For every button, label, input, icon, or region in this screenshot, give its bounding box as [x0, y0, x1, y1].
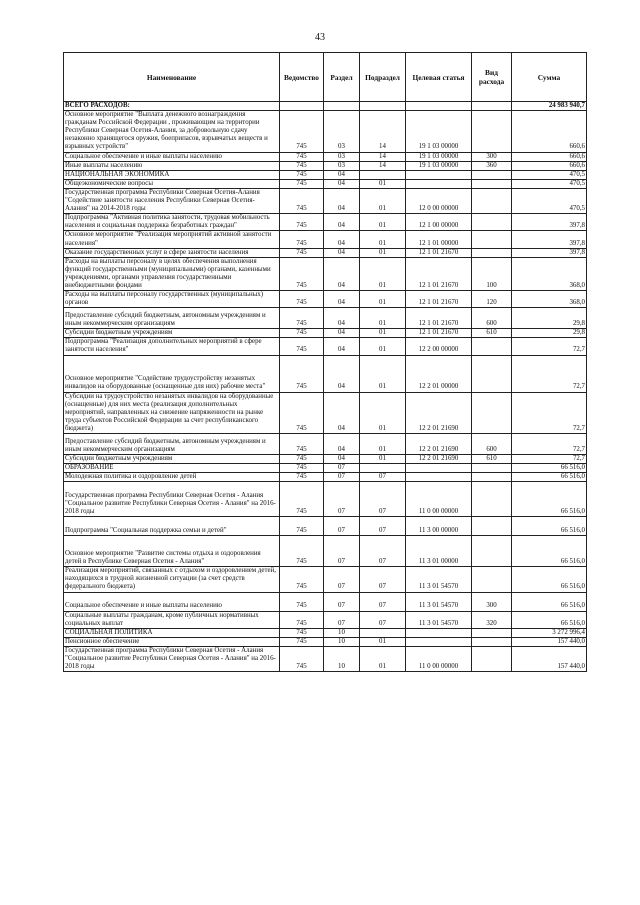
row-target: 11 3 01 00000 [406, 536, 472, 567]
row-section: 04 [324, 170, 360, 179]
table-row [64, 329, 587, 338]
row-expense-type [472, 248, 512, 257]
header-sum: Сумма [512, 53, 587, 102]
row-name: Иные выплаты населению [64, 161, 280, 170]
row-subsection: 07 [360, 482, 406, 517]
row-section: 07 [324, 482, 360, 517]
row-target: 11 0 00 00000 [406, 646, 472, 671]
row-subsection: 01 [360, 291, 406, 308]
row-subsection: 14 [360, 152, 406, 161]
row-target [406, 464, 472, 473]
row-section: 04 [324, 392, 360, 433]
page-number: 43 [315, 32, 325, 43]
row-name: Общеэкономические вопросы [64, 179, 280, 188]
row-expense-type: 120 [472, 291, 512, 308]
row-expense-type: 300 [472, 152, 512, 161]
row-subsection: 07 [360, 611, 406, 628]
row-expense-type [472, 628, 512, 637]
table-row [64, 291, 587, 308]
row-name: Социальные выплаты гражданам, кроме публичных нормативных социальных выплат [64, 611, 280, 628]
table-row [64, 308, 587, 329]
row-dept: 745 [280, 338, 324, 355]
row-expense-type [472, 473, 512, 482]
row-expense-type: 320 [472, 611, 512, 628]
row-expense-type: 300 [472, 592, 512, 611]
row-subsection: 01 [360, 308, 406, 329]
row-expense-type [472, 567, 512, 592]
row-name: Расходы на выплаты персоналу в целях обеспечения выполнения функций государственными (муниципальными) органами, казенными учреждениями, органами управления государственными внебюджетными фондами [64, 257, 280, 290]
row-dept: 745 [280, 308, 324, 329]
row-name: Предоставление субсидий бюджетным, автономным учреждениям и иным некоммерческим организациям [64, 308, 280, 329]
table-row [64, 592, 587, 611]
row-target: 11 3 01 54570 [406, 592, 472, 611]
row-name: Подпрограмма "Активная политика занятости, трудовая мобильность населения и социальная поддержка безработных граждан" [64, 214, 280, 231]
row-sum: 397,8 [512, 248, 587, 257]
row-sum: 368,0 [512, 257, 587, 290]
row-target: 19 1 03 00000 [406, 152, 472, 161]
row-target: 11 3 01 54570 [406, 567, 472, 592]
row-subsection [360, 170, 406, 179]
row-target [406, 637, 472, 646]
table-row [64, 482, 587, 517]
row-section: 04 [324, 329, 360, 338]
header-expense-type: Вид расхода [472, 53, 512, 102]
row-section: 03 [324, 152, 360, 161]
row-section: 10 [324, 646, 360, 671]
row-sum: 66 516,0 [512, 464, 587, 473]
row-target: 11 3 01 54570 [406, 611, 472, 628]
row-target: 12 1 01 21670 [406, 257, 472, 290]
row-sum: 660,6 [512, 161, 587, 170]
row-sum: 157 440,0 [512, 637, 587, 646]
row-dept: 745 [280, 567, 324, 592]
row-name: ОБРАЗОВАНИЕ [64, 464, 280, 473]
row-expense-type [472, 536, 512, 567]
row-section: 07 [324, 536, 360, 567]
table-row [64, 248, 587, 257]
row-sum: 24 983 940,7 [512, 102, 587, 111]
row-target: 12 2 01 21690 [406, 455, 472, 464]
row-name: Социальное обеспечение и иные выплаты населению [64, 152, 280, 161]
row-section: 04 [324, 338, 360, 355]
row-target [406, 473, 472, 482]
row-subsection: 01 [360, 434, 406, 455]
row-target: 12 2 01 21690 [406, 434, 472, 455]
row-expense-type [472, 637, 512, 646]
row-dept: 745 [280, 392, 324, 433]
table-row [64, 536, 587, 567]
table-row [64, 473, 587, 482]
row-dept: 745 [280, 291, 324, 308]
row-name: Социальное обеспечение и иные выплаты населению [64, 592, 280, 611]
row-target [406, 102, 472, 111]
row-section: 04 [324, 455, 360, 464]
row-sum: 66 516,0 [512, 611, 587, 628]
table-row [64, 188, 587, 213]
row-dept: 745 [280, 482, 324, 517]
row-expense-type [472, 392, 512, 433]
table-row [64, 637, 587, 646]
row-target: 12 1 01 21670 [406, 291, 472, 308]
row-dept: 745 [280, 231, 324, 248]
row-sum: 72,7 [512, 455, 587, 464]
table-row [64, 170, 587, 179]
row-target: 12 0 00 00000 [406, 188, 472, 213]
row-dept: 745 [280, 355, 324, 392]
row-expense-type [472, 517, 512, 536]
row-name: Государственная программа Республики Северная Осетия - Алания "Социальное развитие Республики Северная Осетия - Алания" на 2016-2018 годы [64, 646, 280, 671]
row-subsection [360, 464, 406, 473]
row-expense-type [472, 179, 512, 188]
row-target: 11 0 00 00000 [406, 482, 472, 517]
row-subsection [360, 628, 406, 637]
row-subsection: 07 [360, 473, 406, 482]
row-section: 07 [324, 464, 360, 473]
row-subsection: 01 [360, 188, 406, 213]
row-subsection: 07 [360, 567, 406, 592]
row-target [406, 170, 472, 179]
row-section: 10 [324, 628, 360, 637]
row-sum: 29,8 [512, 329, 587, 338]
row-expense-type [472, 102, 512, 111]
row-subsection: 01 [360, 329, 406, 338]
row-name: Предоставление субсидий бюджетным, автономным учреждениям и иным некоммерческим организациям [64, 434, 280, 455]
row-section: 04 [324, 248, 360, 257]
row-name: Расходы на выплаты персоналу государственных (муниципальных) органов [64, 291, 280, 308]
row-name: Подпрограмма "Реализация дополнительных мероприятий в сфере занятости населения" [64, 338, 280, 355]
row-subsection: 07 [360, 517, 406, 536]
row-sum: 660,6 [512, 152, 587, 161]
row-expense-type: 610 [472, 329, 512, 338]
table-row [64, 152, 587, 161]
row-expense-type: 360 [472, 161, 512, 170]
row-name: Реализация мероприятий, связанных с отдыхом и оздоровлением детей, находящихся в трудной жизненной ситуации (за счет средств федерального бюджета) [64, 567, 280, 592]
table-row [64, 611, 587, 628]
row-section: 04 [324, 257, 360, 290]
row-subsection: 01 [360, 214, 406, 231]
row-section: 07 [324, 592, 360, 611]
row-sum: 470,5 [512, 179, 587, 188]
row-dept: 745 [280, 646, 324, 671]
row-target: 12 1 01 21670 [406, 308, 472, 329]
row-sum: 368,0 [512, 291, 587, 308]
row-subsection: 01 [360, 338, 406, 355]
row-sum: 157 440,0 [512, 646, 587, 671]
row-section: 04 [324, 434, 360, 455]
row-target: 19 1 03 00000 [406, 111, 472, 152]
table-row [64, 214, 587, 231]
table-row [64, 111, 587, 152]
row-target: 12 1 01 21670 [406, 329, 472, 338]
table-row [64, 257, 587, 290]
row-dept: 745 [280, 637, 324, 646]
row-subsection: 14 [360, 111, 406, 152]
row-sum: 72,7 [512, 392, 587, 433]
row-target [406, 628, 472, 637]
header-row [64, 53, 587, 102]
row-section [324, 102, 360, 111]
row-dept: 745 [280, 473, 324, 482]
row-target: 12 2 01 00000 [406, 355, 472, 392]
row-subsection: 01 [360, 257, 406, 290]
row-expense-type: 100 [472, 257, 512, 290]
row-subsection: 01 [360, 455, 406, 464]
budget-table [63, 52, 587, 672]
row-sum: 470,5 [512, 170, 587, 179]
row-section: 04 [324, 188, 360, 213]
row-dept: 745 [280, 455, 324, 464]
row-name: Основное мероприятие "Содействие трудоустройству незанятых инвалидов на оборудованные (оснащенные для них) рабочие места" [64, 355, 280, 392]
row-name: Оказание государственных услуг в сфере занятости населения [64, 248, 280, 257]
row-dept: 745 [280, 248, 324, 257]
row-name: Подпрограмма "Социальная поддержка семьи и детей" [64, 517, 280, 536]
table-row [64, 464, 587, 473]
row-sum: 66 516,0 [512, 473, 587, 482]
row-name: ВСЕГО РАСХОДОВ: [64, 102, 280, 111]
row-expense-type [472, 111, 512, 152]
row-name: СОЦИАЛЬНАЯ ПОЛИТИКА [64, 628, 280, 637]
row-subsection: 07 [360, 536, 406, 567]
row-target: 12 2 01 21690 [406, 392, 472, 433]
row-section: 07 [324, 567, 360, 592]
row-dept: 745 [280, 536, 324, 567]
table-row [64, 434, 587, 455]
row-name: Субсидии на трудоустройство незанятых инвалидов на оборудованные (оснащенные) для них места (реализация дополнительных мероприятий, направленных на снижение напряженности на рынке труда субъектов Российской Федерации за счет республиканского бюджета) [64, 392, 280, 433]
row-dept: 745 [280, 434, 324, 455]
row-subsection: 01 [360, 231, 406, 248]
row-dept: 745 [280, 179, 324, 188]
row-target: 12 1 01 21670 [406, 248, 472, 257]
row-name: Основное мероприятие "Реализация мероприятий активной занятости населения" [64, 231, 280, 248]
row-subsection: 01 [360, 392, 406, 433]
row-expense-type: 610 [472, 455, 512, 464]
row-sum: 66 516,0 [512, 536, 587, 567]
row-name: Молодежная политика и оздоровление детей [64, 473, 280, 482]
table-row [64, 179, 587, 188]
row-sum: 29,8 [512, 308, 587, 329]
row-name: Государственная программа Республики Северная Осетия-Алания "Содействие занятости населения Республики Северная Осетия-Алания" на 2014-2018 годы [64, 188, 280, 213]
row-subsection: 01 [360, 646, 406, 671]
row-sum: 470,5 [512, 188, 587, 213]
row-expense-type [472, 231, 512, 248]
row-target: 11 3 00 00000 [406, 517, 472, 536]
table-row [64, 517, 587, 536]
row-section: 04 [324, 231, 360, 248]
table-row [64, 355, 587, 392]
header-subsection: Подраздел [360, 53, 406, 102]
row-dept: 745 [280, 611, 324, 628]
table-row [64, 646, 587, 671]
row-dept: 745 [280, 188, 324, 213]
row-dept: 745 [280, 628, 324, 637]
row-section: 04 [324, 355, 360, 392]
row-subsection: 07 [360, 592, 406, 611]
row-expense-type [472, 464, 512, 473]
row-sum: 72,7 [512, 338, 587, 355]
row-dept [280, 102, 324, 111]
row-section: 07 [324, 517, 360, 536]
row-name: Государственная программа Республики Северная Осетия - Алания "Социальное развитие Республики Северная Осетия - Алания" на 2016-2018 годы [64, 482, 280, 517]
row-sum: 397,8 [512, 231, 587, 248]
table-row [64, 567, 587, 592]
table-row [64, 392, 587, 433]
row-expense-type [472, 170, 512, 179]
row-expense-type [472, 188, 512, 213]
row-section: 03 [324, 111, 360, 152]
row-name: Субсидии бюджетным учреждениям [64, 329, 280, 338]
table-row [64, 102, 587, 111]
row-expense-type [472, 214, 512, 231]
row-subsection: 14 [360, 161, 406, 170]
row-target [406, 179, 472, 188]
row-dept: 745 [280, 170, 324, 179]
row-subsection: 01 [360, 179, 406, 188]
row-sum: 66 516,0 [512, 482, 587, 517]
row-subsection [360, 102, 406, 111]
row-sum: 397,8 [512, 214, 587, 231]
header-target: Целевая статья [406, 53, 472, 102]
row-expense-type: 600 [472, 308, 512, 329]
row-subsection: 01 [360, 355, 406, 392]
table-row [64, 628, 587, 637]
table-row [64, 231, 587, 248]
row-dept: 745 [280, 152, 324, 161]
row-sum: 660,6 [512, 111, 587, 152]
row-sum: 72,7 [512, 434, 587, 455]
row-sum: 66 516,0 [512, 517, 587, 536]
row-dept: 745 [280, 517, 324, 536]
row-target: 12 1 01 00000 [406, 231, 472, 248]
row-subsection: 01 [360, 637, 406, 646]
header-name: Наименование [64, 53, 280, 102]
row-section: 04 [324, 179, 360, 188]
row-target: 19 1 03 00000 [406, 161, 472, 170]
row-expense-type: 600 [472, 434, 512, 455]
row-target: 12 2 00 00000 [406, 338, 472, 355]
row-dept: 745 [280, 161, 324, 170]
row-target: 12 1 00 00000 [406, 214, 472, 231]
table-row [64, 338, 587, 355]
row-expense-type [472, 355, 512, 392]
row-dept: 745 [280, 214, 324, 231]
row-subsection: 01 [360, 248, 406, 257]
row-sum: 66 516,0 [512, 592, 587, 611]
table-row [64, 161, 587, 170]
header-section: Раздел [324, 53, 360, 102]
row-name: Основное мероприятие "Выплата денежного вознаграждения гражданам Российской Федерации , проживающим на территории Республики Северная Осетия-Алания, за добровольную сдачу незаконно хранящегося оружия, боеприпасов, взрывчатых веществ и взрывных устройств" [64, 111, 280, 152]
row-name: Пенсионное обеспечение [64, 637, 280, 646]
row-expense-type [472, 482, 512, 517]
row-name: НАЦИОНАЛЬНАЯ ЭКОНОМИКА [64, 170, 280, 179]
row-section: 10 [324, 637, 360, 646]
row-section: 03 [324, 161, 360, 170]
row-section: 04 [324, 308, 360, 329]
row-dept: 745 [280, 329, 324, 338]
row-expense-type [472, 338, 512, 355]
row-sum: 66 516,0 [512, 567, 587, 592]
row-name: Основное мероприятие "Развитие системы отдыха и оздоровления детей в Республике Северная Осетия - Алания" [64, 536, 280, 567]
row-section: 04 [324, 291, 360, 308]
row-section: 07 [324, 611, 360, 628]
row-dept: 745 [280, 464, 324, 473]
header-dept: Ведомство [280, 53, 324, 102]
row-dept: 745 [280, 257, 324, 290]
row-dept: 745 [280, 592, 324, 611]
row-dept: 745 [280, 111, 324, 152]
row-expense-type [472, 646, 512, 671]
row-section: 07 [324, 473, 360, 482]
row-sum: 72,7 [512, 355, 587, 392]
row-section: 04 [324, 214, 360, 231]
row-name: Субсидии бюджетным учреждениям [64, 455, 280, 464]
table-row [64, 455, 587, 464]
row-sum: 3 272 996,4 [512, 628, 587, 637]
